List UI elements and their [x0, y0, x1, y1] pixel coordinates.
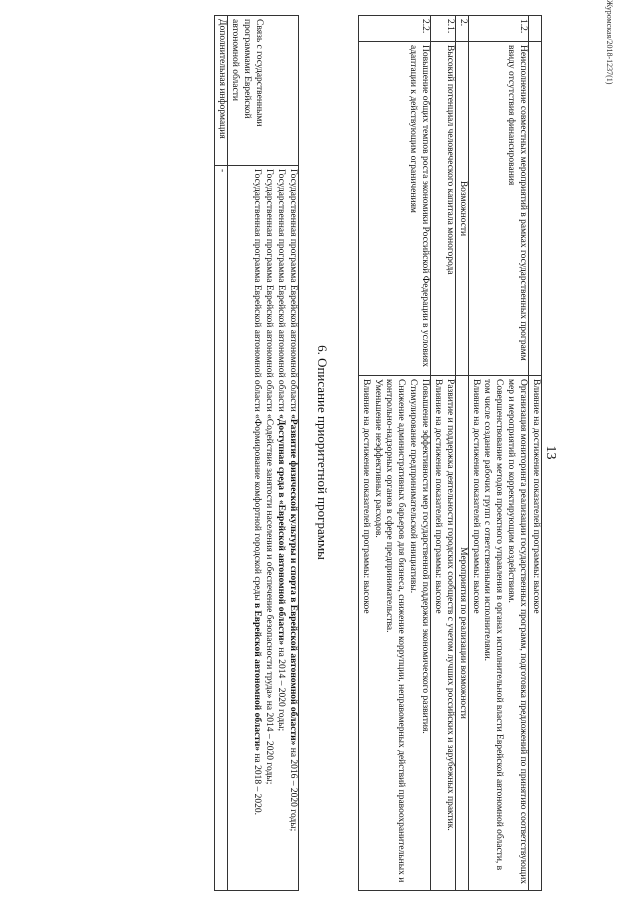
measure-line: Мероприятия по реализации возможности [457, 547, 468, 719]
row-number [529, 16, 542, 42]
measures-cell [529, 376, 542, 891]
relation-list [228, 166, 299, 891]
additional-row [215, 16, 228, 891]
program-item-plain: Государственная программа Еврейской автономной области «Содействие занятости населения и обеспечение безопасности труда» на 2014 – 2020 годы; [264, 169, 275, 785]
measure-line: Влияние на достижение показателей программы: высокое [433, 379, 443, 614]
measure-line: Снижение административных барьеров для бизнеса, снижение коррупции, неправомерных действий правоохранительных и контрольно-надзорных органов в сфере предпринимательства. [384, 379, 407, 883]
program-item-tail: на 2016 – 2020 годы; [288, 745, 298, 832]
program-item-bold: «Развитие физической культуры и спорта в Еврейской автономной области» [288, 414, 298, 746]
table-row [529, 16, 542, 891]
program-item-plain: Государственная программа Еврейской автономной области «Формирование комфортной городской среды [252, 169, 263, 603]
row-number: 2.1. [431, 16, 456, 42]
program-item [251, 169, 263, 887]
measure-line: Стимулирование предпринимательской инициативы. [408, 379, 419, 594]
risk-description [529, 42, 542, 376]
program-item [286, 169, 298, 887]
measures-cell [358, 376, 430, 891]
risk-description: Возможности [455, 42, 468, 376]
program-item-plain: Государственная программа Еврейской автономной области [288, 169, 298, 415]
row-number: 2. [455, 16, 468, 42]
measure-line: Влияние на достижение показателей программы: высокое [531, 379, 541, 614]
program-item-plain: Государственная программа Еврейской автономной области [276, 169, 287, 415]
measure-line: Организация мониторинга реализации государственных программ, подготовка предложений по принятию соответствующих мер и мероприятий по корректирующим воздействиям. [506, 379, 529, 885]
measures-cell [468, 376, 528, 891]
measure-line: Повышение эффективности мер государственной поддержки экономического развития. [420, 379, 431, 734]
risks-table [358, 15, 542, 891]
measure-line: Совершенствование методов проектного управления в органах исполнительной власти Еврейской автономной области, в том числе создание рабочих групп с ответственными исполнителями. [482, 379, 505, 871]
program-item [262, 169, 274, 887]
measure-line: Влияние на достижение показателей программы: высокое [360, 379, 371, 614]
risk-description: Неисполнение совместных мероприятий в рамках государственных программ ввиду отсутствия финансирования [468, 42, 528, 376]
program-item-bold: в Еврейской автономной области» [252, 602, 263, 752]
table-row [468, 16, 528, 891]
program-item-tail: на 2014 – 2020 годы; [276, 645, 287, 732]
program-item-bold: «Доступная среда в «Еврейской автономной области» [276, 414, 287, 646]
footer-code: Журомская/2018-1237(1) [605, 0, 614, 85]
relation-label: Связь с государственными программами Еврейской автономной области [228, 16, 299, 166]
relation-row [228, 16, 299, 891]
section-title: 6. Описание приоритетной программы [315, 345, 330, 560]
risk-description: Высокий потенциал человеческого капитала моногорода [431, 42, 456, 376]
additional-value: - [215, 166, 228, 891]
additional-label: Дополнительная информация [215, 16, 228, 166]
table-row [431, 16, 456, 891]
measure-line: Уменьшение неэффективных расходов. [372, 379, 383, 538]
program-item [274, 169, 286, 887]
row-number: 1.2. [468, 16, 528, 42]
measures-cell [455, 376, 468, 891]
measure-line: Влияние на достижение показателей программы: высокое [470, 379, 481, 614]
risk-description: Повышение общих темпов роста экономики Российской Федерации в условиях адаптации к действующим ограничениям [358, 42, 430, 376]
program-info-table [215, 15, 300, 891]
table-row [358, 16, 430, 891]
row-number: 2.2. [358, 16, 430, 42]
table-row [455, 16, 468, 891]
program-item-tail: на 2018 – 2020. [252, 751, 263, 815]
page-number: 13 [543, 445, 558, 460]
measure-line: Развитие и поддержка деятельности городских сообществ с учетом лучших российских и зарубежных практик. [444, 379, 455, 831]
measures-cell [431, 376, 456, 891]
